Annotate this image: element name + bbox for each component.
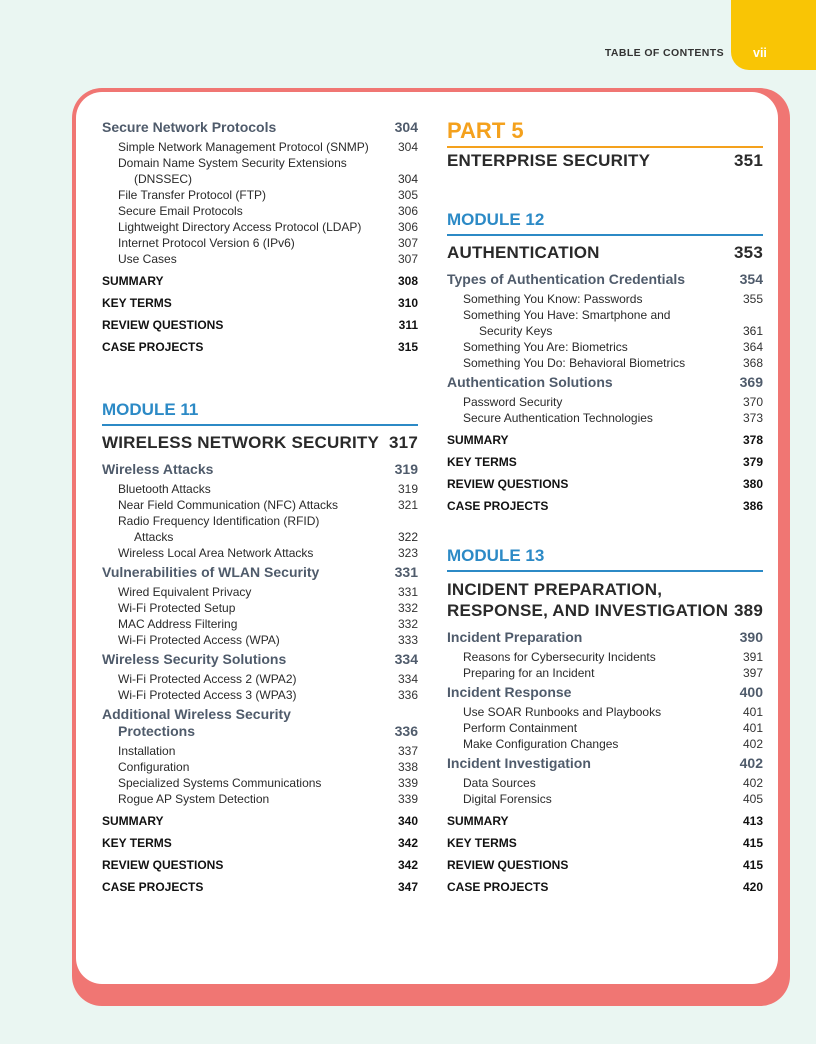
running-header: TABLE OF CONTENTS	[604, 47, 724, 59]
toc-entry[interactable]: Use SOAR Runbooks and Playbooks 401	[463, 705, 763, 719]
toc-entry[interactable]: Use Cases 307	[118, 252, 418, 266]
toc-entry[interactable]: Something You Know: Passwords 355	[463, 292, 763, 306]
toc-entry[interactable]: Data Sources 402	[463, 776, 763, 790]
toc-key-entry[interactable]: CASE PROJECTS 315	[102, 340, 418, 354]
module-rule	[447, 570, 763, 572]
toc-entry[interactable]: Lightweight Directory Access Protocol (LDAP) 306	[118, 220, 418, 234]
toc-entry[interactable]: Digital Forensics 405	[463, 792, 763, 806]
toc-section[interactable]: Incident Preparation 390	[447, 629, 763, 645]
toc-key-entry[interactable]: REVIEW QUESTIONS 415	[447, 858, 763, 872]
toc-key-entry[interactable]: SUMMARY 308	[102, 274, 418, 288]
toc-entry[interactable]: Configuration 338	[118, 760, 418, 774]
toc-entry[interactable]: Preparing for an Incident 397	[463, 666, 763, 680]
part-5-title[interactable]: ENTERPRISE SECURITY 351	[447, 151, 763, 170]
toc-key-entry[interactable]: REVIEW QUESTIONS 380	[447, 477, 763, 491]
toc-entry[interactable]: Wireless Local Area Network Attacks 323	[118, 546, 418, 560]
module-11-title[interactable]: WIRELESS NETWORK SECURITY 317	[102, 433, 418, 452]
toc-section[interactable]: Wireless Security Solutions 334	[102, 651, 418, 667]
toc-section[interactable]: Authentication Solutions 369	[447, 374, 763, 390]
toc-entry[interactable]: Radio Frequency Identification (RFID)	[118, 514, 320, 528]
part-rule	[447, 146, 763, 148]
toc-entry[interactable]: MAC Address Filtering 332	[118, 617, 418, 631]
toc-entry[interactable]: Specialized Systems Communications 339	[118, 776, 418, 790]
toc-entry[interactable]: Secure Email Protocols 306	[118, 204, 418, 218]
toc-key-entry[interactable]: REVIEW QUESTIONS 311	[102, 318, 418, 332]
toc-entry[interactable]: Secure Authentication Technologies 373	[463, 411, 763, 425]
page-number-tab	[731, 0, 816, 70]
toc-entry[interactable]: Wired Equivalent Privacy 331	[118, 585, 418, 599]
page-number: vii	[753, 46, 767, 60]
toc-section[interactable]: Incident Response 400	[447, 684, 763, 700]
toc-section[interactable]: Types of Authentication Credentials 354	[447, 271, 763, 287]
toc-entry[interactable]: Something You Do: Behavioral Biometrics 368	[463, 356, 763, 370]
toc-key-entry[interactable]: KEY TERMS 342	[102, 836, 418, 850]
toc-entry[interactable]: Simple Network Management Protocol (SNMP) 304	[118, 140, 418, 154]
toc-key-entry[interactable]: REVIEW QUESTIONS 342	[102, 858, 418, 872]
toc-key-entry[interactable]: KEY TERMS 415	[447, 836, 763, 850]
toc-entry[interactable]: Wi-Fi Protected Setup 332	[118, 601, 418, 615]
toc-key-entry[interactable]: KEY TERMS 379	[447, 455, 763, 469]
toc-section[interactable]: Incident Investigation 402	[447, 755, 763, 771]
toc-entry-continued[interactable]: Security Keys 361	[479, 324, 763, 338]
toc-key-entry[interactable]: SUMMARY 340	[102, 814, 418, 828]
toc-key-entry[interactable]: KEY TERMS 310	[102, 296, 418, 310]
toc-key-entry[interactable]: SUMMARY 413	[447, 814, 763, 828]
module-13-label: MODULE 13	[447, 546, 545, 565]
toc-section[interactable]: Secure Network Protocols 304	[102, 119, 418, 135]
toc-entry[interactable]: Installation 337	[118, 744, 418, 758]
toc-entry[interactable]: Reasons for Cybersecurity Incidents 391	[463, 650, 763, 664]
module-rule	[102, 424, 418, 426]
module-12-label: MODULE 12	[447, 210, 545, 229]
toc-section[interactable]: Vulnerabilities of WLAN Security 331	[102, 564, 418, 580]
toc-key-entry[interactable]: SUMMARY 378	[447, 433, 763, 447]
toc-entry[interactable]: Something You Have: Smartphone and	[463, 308, 671, 322]
module-13-title-line-2[interactable]: RESPONSE, AND INVESTIGATION 389	[447, 601, 763, 620]
toc-key-entry[interactable]: CASE PROJECTS 347	[102, 880, 418, 894]
toc-entry[interactable]: Domain Name System Security Extensions	[118, 156, 347, 170]
module-11-label: MODULE 11	[102, 400, 199, 419]
toc-entry[interactable]: Make Configuration Changes 402	[463, 737, 763, 751]
toc-entry[interactable]: Bluetooth Attacks 319	[118, 482, 418, 496]
module-rule	[447, 234, 763, 236]
toc-entry[interactable]: Internet Protocol Version 6 (IPv6) 307	[118, 236, 418, 250]
module-13-title-line-1[interactable]: INCIDENT PREPARATION,	[447, 580, 663, 599]
toc-section[interactable]: Wireless Attacks 319	[102, 461, 418, 477]
toc-section[interactable]: Additional Wireless Security	[102, 706, 291, 722]
toc-entry[interactable]: Rogue AP System Detection 339	[118, 792, 418, 806]
module-12-title[interactable]: AUTHENTICATION 353	[447, 243, 763, 262]
toc-entry[interactable]: Wi-Fi Protected Access (WPA) 333	[118, 633, 418, 647]
toc-entry-continued[interactable]: Attacks 322	[134, 530, 418, 544]
toc-entry[interactable]: Something You Are: Biometrics 364	[463, 340, 763, 354]
toc-entry-continued[interactable]: (DNSSEC) 304	[134, 172, 418, 186]
toc-section-continued[interactable]: Protections 336	[118, 723, 418, 739]
toc-entry[interactable]: File Transfer Protocol (FTP) 305	[118, 188, 418, 202]
toc-entry[interactable]: Perform Containment 401	[463, 721, 763, 735]
toc-entry[interactable]: Near Field Communication (NFC) Attacks 321	[118, 498, 418, 512]
toc-key-entry[interactable]: CASE PROJECTS 420	[447, 880, 763, 894]
toc-entry[interactable]: Password Security 370	[463, 395, 763, 409]
part-5-label: PART 5	[447, 118, 524, 143]
toc-entry[interactable]: Wi-Fi Protected Access 2 (WPA2) 334	[118, 672, 418, 686]
toc-key-entry[interactable]: CASE PROJECTS 386	[447, 499, 763, 513]
toc-entry[interactable]: Wi-Fi Protected Access 3 (WPA3) 336	[118, 688, 418, 702]
